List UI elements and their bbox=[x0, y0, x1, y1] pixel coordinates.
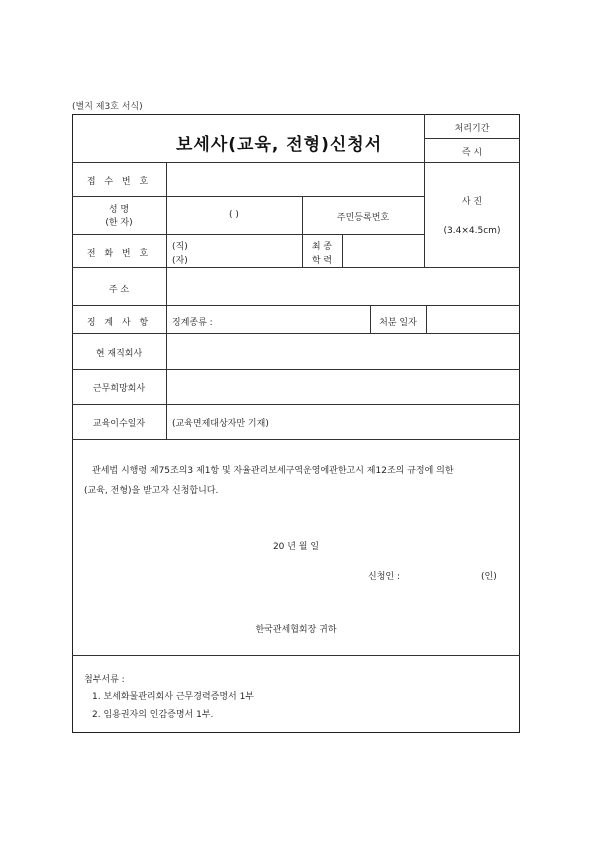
row-divider bbox=[424, 138, 520, 139]
header-note: (별지 제3호 서식) bbox=[72, 102, 143, 112]
hanja-label: (한 자) bbox=[105, 218, 133, 228]
address-field[interactable] bbox=[167, 268, 519, 305]
photo-label: 사 진 bbox=[461, 197, 483, 207]
row-divider bbox=[72, 404, 520, 405]
row-divider bbox=[72, 234, 424, 235]
education-label-2: 학 력 bbox=[311, 256, 333, 266]
statement-line-1: 관세법 시행령 제75조의3 제1항 및 자율관리보세구역운영에관한고시 제12조의 규정에 의한 bbox=[92, 466, 454, 476]
training-date-label: 교육이수일자 bbox=[92, 419, 146, 429]
row-divider bbox=[72, 305, 520, 306]
discipline-type-label[interactable]: 징계종류 : bbox=[172, 318, 213, 328]
row-divider bbox=[72, 196, 424, 197]
resident-number-label: 주민등록번호 bbox=[336, 213, 390, 223]
row-divider bbox=[72, 439, 520, 440]
column-divider bbox=[426, 305, 427, 333]
column-divider bbox=[302, 196, 303, 267]
statement-line-2: (교육, 전형)을 받고자 신청합니다. bbox=[84, 486, 219, 496]
photo-size: (3.4×4.5cm) bbox=[443, 226, 501, 236]
statement-date[interactable]: 20 년 월 일 bbox=[272, 542, 320, 552]
attachment-item: 2. 임용권자의 인감증명서 1부. bbox=[92, 710, 214, 720]
education-label: 최 종 bbox=[311, 242, 333, 252]
hanja-field[interactable]: ( ) bbox=[229, 210, 239, 220]
seal-mark: (인) bbox=[481, 572, 497, 582]
desired-company-label: 근무희망회사 bbox=[92, 384, 146, 394]
column-divider bbox=[342, 234, 343, 267]
attachment-item: 1. 보세화물관리회사 근무경력증명서 1부 bbox=[92, 692, 255, 702]
recipient: 한국관세협회장 귀하 bbox=[255, 625, 337, 635]
photo-box[interactable] bbox=[425, 163, 520, 267]
processing-period-value: 즉 시 bbox=[461, 148, 483, 158]
processing-period-label: 처리기간 bbox=[454, 124, 490, 134]
disposal-date-label: 처분 일자 bbox=[379, 318, 417, 328]
desired-company-field[interactable] bbox=[167, 370, 519, 404]
name-label: 성 명 bbox=[108, 205, 130, 215]
attachments-label: 첨부서류 : bbox=[84, 675, 125, 685]
phone-work[interactable]: (직) bbox=[172, 242, 188, 252]
applicant-label: 신청인 : bbox=[368, 572, 400, 582]
phone-label: 전 화 번 호 bbox=[86, 249, 152, 259]
receipt-number-field[interactable] bbox=[167, 163, 423, 196]
row-divider bbox=[72, 655, 520, 656]
current-company-label: 현 재직회사 bbox=[95, 349, 143, 359]
discipline-label: 징 계 사 항 bbox=[86, 318, 152, 328]
column-divider bbox=[370, 305, 371, 333]
receipt-number-label: 접 수 번 호 bbox=[86, 177, 152, 187]
phone-home[interactable]: (자) bbox=[172, 256, 188, 266]
address-label: 주 소 bbox=[108, 285, 130, 295]
current-company-field[interactable] bbox=[167, 334, 519, 369]
training-note[interactable]: (교육면제대상자만 기재) bbox=[172, 419, 269, 429]
